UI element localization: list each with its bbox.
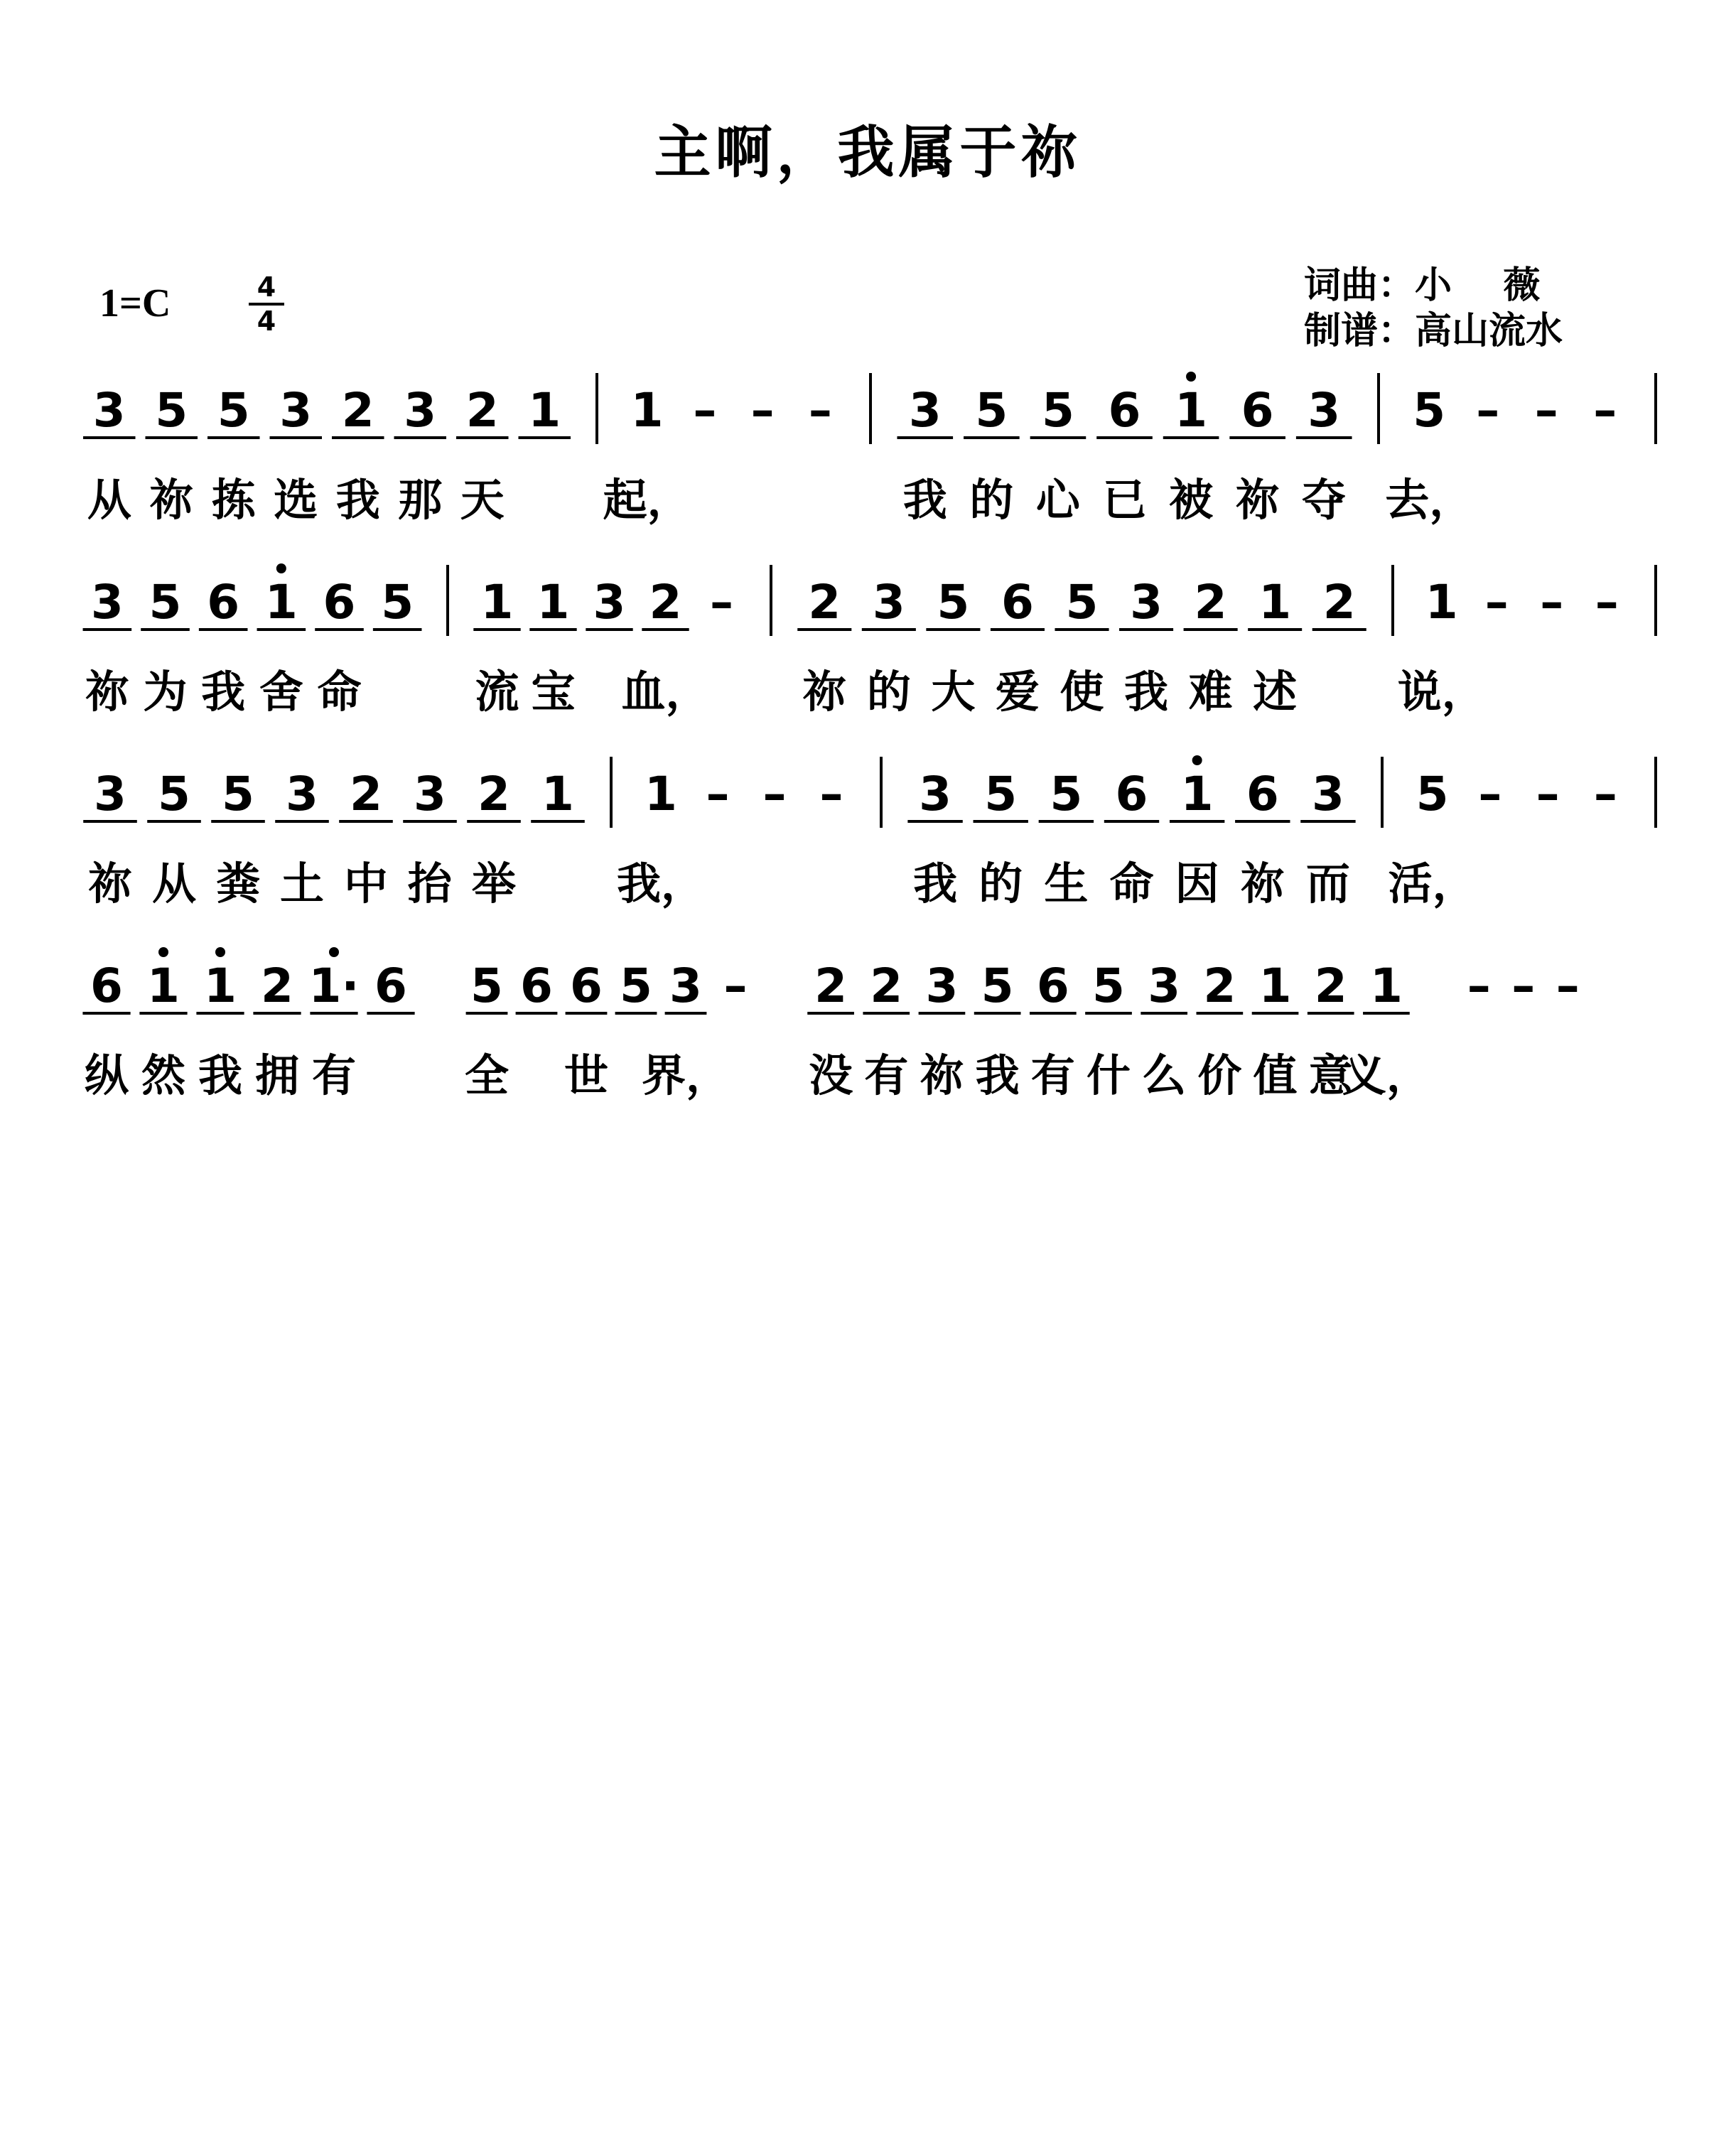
note: 3 (669, 959, 702, 1013)
note: 5 (984, 767, 1018, 821)
note: 2 (478, 767, 510, 821)
lyric-syllable: 使 (1060, 666, 1104, 718)
key-signature: 1=C (99, 281, 171, 325)
note: 5 (470, 959, 503, 1013)
lyric-syllable: 祢 (802, 666, 847, 718)
note: 5 (1092, 959, 1125, 1013)
note: 5 (155, 383, 188, 438)
lyric-syllable: 我， (616, 858, 706, 909)
note: 2 (350, 767, 382, 821)
note: 2 (814, 959, 848, 1013)
lyric-syllable: 我 (198, 1049, 243, 1101)
lyric-syllable: 全 (464, 1049, 510, 1101)
lyric-syllable: 祢 (149, 474, 194, 526)
lyric-syllable: 抬 (407, 858, 453, 909)
note: 6 (1108, 383, 1141, 438)
lyric-syllable: 选 (274, 474, 318, 526)
lyric-syllable: 血， (621, 666, 710, 718)
high-octave-dot (158, 947, 168, 957)
lyric-syllable: 纵 (84, 1049, 129, 1101)
note: – (762, 767, 787, 821)
meter-bottom: 4 (257, 306, 276, 337)
note: 6 (1115, 767, 1148, 821)
lyric-syllable: 价 (1197, 1049, 1242, 1101)
note: 5 (381, 575, 414, 630)
note: 1 (147, 959, 180, 1013)
note: 1 (1425, 575, 1458, 630)
note: 2 (870, 959, 903, 1013)
note: 6 (1001, 575, 1034, 630)
lyric-syllable: 的 (978, 858, 1023, 909)
note: 5 (1413, 383, 1446, 438)
note: 3 (919, 767, 952, 821)
note: 1 (528, 383, 561, 438)
lyric-syllable: 的 (866, 666, 911, 718)
lyric-syllable: 然 (141, 1049, 186, 1101)
note: 3 (414, 767, 446, 821)
note: 3 (908, 383, 942, 438)
high-octave-dot (1192, 755, 1202, 765)
lyric-syllable: 大 (931, 666, 976, 718)
lyric-syllable: 拣 (211, 474, 256, 526)
lyric-syllable: 被 (1169, 474, 1214, 526)
note: – (1556, 959, 1580, 1013)
note: 5 (158, 767, 190, 821)
lyric-syllable: 我 (902, 474, 947, 526)
note: 5 (981, 959, 1014, 1013)
note: – (1595, 575, 1619, 630)
note: 2 (1322, 575, 1356, 630)
note: 1 (204, 959, 237, 1013)
lyric-syllable: 舍 (259, 666, 303, 718)
note: – (723, 959, 748, 1013)
lyric-syllable: 什 (1086, 1049, 1131, 1101)
note: 1 (537, 575, 570, 630)
lyric-syllable: 拥 (254, 1049, 300, 1101)
note: – (1540, 575, 1564, 630)
note: 6 (1036, 959, 1069, 1013)
note: – (1467, 959, 1491, 1013)
note: 2 (808, 575, 841, 630)
lyric-syllable: 我 (913, 858, 958, 909)
lyric-syllable: 从 (151, 858, 197, 909)
lyric-syllable: 从 (87, 474, 131, 526)
note: 3 (286, 767, 318, 821)
note: 1 (264, 575, 298, 630)
note: – (1534, 383, 1558, 438)
note: 5 (975, 383, 1008, 438)
note: 2 (465, 383, 499, 438)
lyric-syllable: 命 (1109, 858, 1154, 909)
note: 3 (1308, 383, 1341, 438)
note: 3 (1130, 575, 1163, 630)
note: 3 (279, 383, 313, 438)
note: 3 (92, 383, 126, 438)
lyric-syllable: 粪 (215, 858, 261, 909)
lyric-syllable: 说， (1397, 666, 1486, 718)
note: – (710, 575, 733, 630)
high-octave-dot (1186, 372, 1196, 382)
note: 2 (1203, 959, 1236, 1013)
high-octave-dot (276, 563, 286, 573)
lyric-syllable: 那 (398, 474, 443, 526)
note: 1 (1175, 383, 1208, 438)
note: 3 (925, 959, 959, 1013)
lyric-syllable: 有 (1030, 1049, 1075, 1101)
note: 6 (90, 959, 123, 1013)
note: 5 (1050, 767, 1083, 821)
lyric-syllable: 生 (1044, 858, 1089, 909)
page-title: 主啊，我属于祢 (654, 119, 1082, 185)
note: – (1536, 767, 1560, 821)
note: 5 (1065, 575, 1099, 630)
lyric-syllable: 世 (564, 1049, 609, 1101)
note: 3 (1311, 767, 1344, 821)
lyric-syllable: 的 (969, 474, 1014, 526)
lyric-syllable: 祢 (920, 1049, 964, 1101)
lyric-syllable: 有 (311, 1049, 357, 1101)
credit-label: 制谱： (1304, 310, 1416, 352)
note: – (750, 383, 775, 438)
lyric-syllable: 流 (475, 666, 519, 718)
lyric-syllable: 界， (641, 1049, 730, 1101)
note: – (1593, 767, 1617, 821)
note: 1 (541, 767, 574, 821)
note: 5 (149, 575, 182, 630)
note: 1 (1258, 575, 1292, 630)
lyric-syllable: 述 (1253, 666, 1298, 718)
note: – (693, 383, 717, 438)
lyric-syllable: 难 (1188, 666, 1233, 718)
lyric-syllable: 我 (335, 474, 380, 526)
lyric-syllable: 土 (279, 858, 325, 909)
note: 5 (1041, 383, 1074, 438)
lyric-syllable: 中 (343, 858, 389, 909)
note: 1 (645, 767, 677, 821)
note: 2 (649, 575, 682, 630)
lyric-syllable: 夺 (1302, 474, 1347, 526)
lyric-syllable: 宝 (531, 666, 576, 718)
lyric-syllable: 祢 (87, 858, 133, 909)
note: 6 (1241, 383, 1274, 438)
high-octave-dot (329, 947, 339, 957)
lyric-syllable: 我 (975, 1049, 1020, 1101)
lyric-syllable: 没 (809, 1049, 853, 1101)
note: 2 (1194, 575, 1227, 630)
note: 2 (261, 959, 293, 1013)
lyric-syllable: 已 (1102, 474, 1147, 526)
note: 1 (630, 383, 664, 438)
lyric-syllable: 而 (1305, 858, 1350, 909)
credit-name: 小 薇 (1415, 264, 1541, 307)
note: 6 (1246, 767, 1279, 821)
lyric-syllable: 因 (1175, 858, 1219, 909)
note: 6 (520, 959, 553, 1013)
lyric-syllable: 么 (1142, 1049, 1187, 1101)
meter-top: 4 (249, 271, 284, 306)
note: 5 (217, 383, 250, 438)
lyric-syllable: 去， (1385, 474, 1474, 526)
note: 6 (323, 575, 356, 630)
lyric-syllable: 起， (603, 474, 691, 526)
lyric-syllable: 意 (1308, 1049, 1353, 1101)
note: 1· (308, 959, 360, 1013)
note: – (1484, 575, 1509, 630)
lyric-syllable: 心 (1035, 474, 1080, 526)
lyric-syllable: 义， (1342, 1049, 1430, 1101)
high-octave-dot (215, 947, 225, 957)
note: 5 (1416, 767, 1449, 821)
note: – (819, 767, 843, 821)
lyric-syllable: 祢 (1235, 474, 1280, 526)
note: 3 (872, 575, 905, 630)
note: – (706, 767, 730, 821)
note: 1 (1180, 767, 1214, 821)
note: – (808, 383, 832, 438)
lyric-syllable: 举 (471, 858, 517, 909)
note: 2 (341, 383, 374, 438)
note: 3 (593, 575, 626, 630)
lyric-syllable: 活， (1388, 858, 1477, 909)
lyric-syllable: 为 (143, 666, 188, 718)
lyric-syllable: 祢 (85, 666, 129, 718)
credit-label: 词曲： (1304, 264, 1416, 307)
note: 5 (937, 575, 970, 630)
note: – (1476, 383, 1500, 438)
note: 6 (374, 959, 407, 1013)
note: 2 (1314, 959, 1347, 1013)
note: – (1593, 383, 1617, 438)
lyric-syllable: 我 (1124, 666, 1169, 718)
credit-name: 高山流水 (1415, 310, 1563, 352)
note: 3 (90, 575, 124, 630)
lyric-syllable: 有 (864, 1049, 909, 1101)
note: 1 (1369, 959, 1403, 1013)
note: 3 (94, 767, 126, 821)
note: – (1511, 959, 1536, 1013)
note: 5 (620, 959, 652, 1013)
lyric-syllable: 天 (460, 474, 505, 526)
note: 6 (207, 575, 240, 630)
lyric-syllable: 爱 (995, 666, 1040, 718)
note: 3 (1148, 959, 1181, 1013)
lyric-syllable: 值 (1253, 1049, 1298, 1101)
lyric-syllable: 祢 (1240, 858, 1285, 909)
note: – (1478, 767, 1502, 821)
lyric-syllable: 命 (317, 666, 362, 718)
lyric-syllable: 我 (201, 666, 246, 718)
note: 5 (222, 767, 254, 821)
note: 1 (1258, 959, 1292, 1013)
note: 1 (480, 575, 514, 630)
note: 3 (404, 383, 437, 438)
note: 6 (570, 959, 603, 1013)
